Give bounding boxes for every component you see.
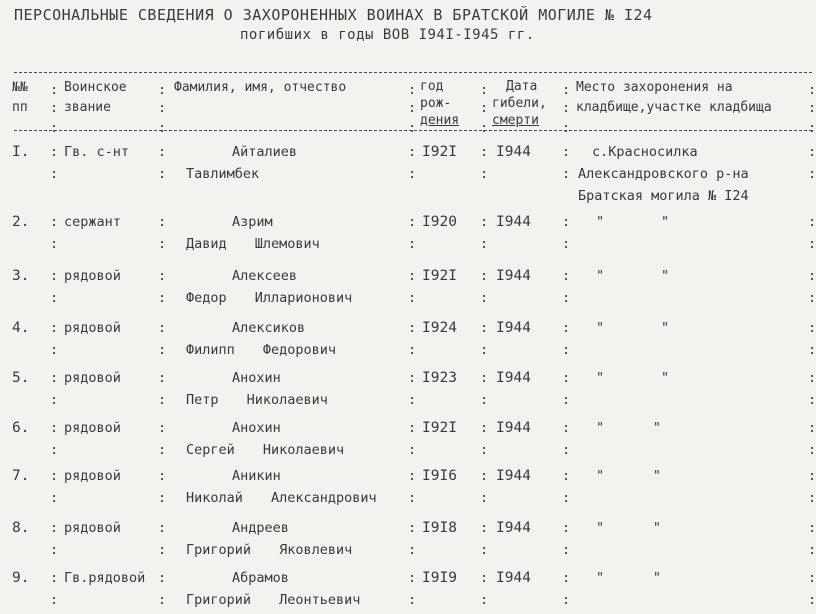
- column-separator: :: [808, 570, 816, 586]
- column-separator: :: [408, 100, 417, 116]
- column-separator: :: [562, 570, 571, 586]
- column-separator: :: [808, 468, 816, 484]
- column-separator: :: [808, 144, 816, 160]
- row-birth-year: I9I6: [422, 468, 457, 484]
- row-death-year: I944: [496, 268, 531, 284]
- column-separator: :: [808, 442, 816, 458]
- row-death-year: I944: [496, 468, 531, 484]
- row-birth-year: I923: [422, 370, 457, 386]
- row-surname: Абрамов: [232, 570, 289, 586]
- column-separator: :: [480, 570, 489, 586]
- column-separator: :: [158, 420, 167, 436]
- column-separator: :: [480, 520, 489, 536]
- row-number: 6.: [12, 420, 30, 436]
- column-separator: :: [808, 100, 816, 116]
- row-place-line3: Братская могила № I24: [578, 188, 749, 204]
- column-separator: :: [562, 120, 571, 136]
- column-separator: :: [50, 268, 59, 284]
- column-separator: :: [408, 144, 417, 160]
- column-separator: :: [50, 392, 59, 408]
- column-separator: :: [808, 520, 816, 536]
- column-separator: :: [480, 392, 489, 408]
- column-separator: :: [808, 542, 816, 558]
- column-separator: :: [808, 290, 816, 306]
- column-separator: :: [480, 120, 489, 136]
- column-separator: :: [50, 290, 59, 306]
- column-separator: :: [562, 214, 571, 230]
- column-separator: :: [480, 290, 489, 306]
- row-number: 5.: [12, 370, 30, 386]
- column-separator: :: [50, 82, 59, 98]
- column-separator: :: [158, 236, 167, 252]
- row-place-line1: с.Красносилка: [592, 144, 698, 160]
- column-separator: :: [408, 468, 417, 484]
- row-given-name: Петр Николаевич: [186, 392, 328, 408]
- row-place-ditto: " ": [596, 320, 670, 336]
- column-separator: :: [158, 520, 167, 536]
- column-separator: :: [50, 342, 59, 358]
- column-separator: :: [50, 468, 59, 484]
- row-given-name: Филипп Федорович: [186, 342, 337, 358]
- row-birth-year: I92I: [422, 268, 457, 284]
- column-separator: :: [480, 592, 489, 608]
- row-surname: Азрим: [232, 214, 273, 230]
- column-separator: :: [158, 392, 167, 408]
- row-rank: сержант: [64, 214, 121, 230]
- column-separator: :: [50, 520, 59, 536]
- column-separator: :: [480, 420, 489, 436]
- column-separator: :: [562, 144, 571, 160]
- column-separator: :: [158, 120, 167, 136]
- row-number: I.: [12, 144, 30, 160]
- column-separator: :: [808, 236, 816, 252]
- column-separator: :: [408, 542, 417, 558]
- column-separator: :: [562, 82, 571, 98]
- row-death-year: I944: [496, 320, 531, 336]
- row-rank: Гв.рядовой: [64, 570, 146, 586]
- column-separator: :: [408, 520, 417, 536]
- column-separator: :: [158, 490, 167, 506]
- column-separator: :: [562, 342, 571, 358]
- row-birth-year: I9I8: [422, 520, 457, 536]
- column-separator: :: [158, 82, 167, 98]
- row-birth-year: I92I: [422, 144, 457, 160]
- header-num: №№ пп: [12, 80, 28, 115]
- column-separator: :: [808, 166, 816, 182]
- column-separator: :: [50, 490, 59, 506]
- column-separator: :: [158, 268, 167, 284]
- row-rank: рядовой: [64, 468, 121, 484]
- row-rank: рядовой: [64, 268, 121, 284]
- column-separator: :: [50, 100, 59, 116]
- header-death: Дата гибели, смерти: [492, 79, 547, 128]
- header-rank: Воинское звание: [64, 80, 127, 115]
- row-rank: рядовой: [64, 420, 121, 436]
- column-separator: :: [50, 570, 59, 586]
- column-separator: :: [158, 166, 167, 182]
- row-place-ditto: " ": [596, 370, 670, 386]
- column-separator: :: [480, 442, 489, 458]
- column-separator: :: [562, 420, 571, 436]
- column-separator: :: [808, 268, 816, 284]
- row-birth-year: I9I9: [422, 570, 457, 586]
- column-separator: :: [158, 442, 167, 458]
- column-separator: :: [562, 236, 571, 252]
- document-subtitle: погибших в годы ВОВ I94I-I945 гг.: [240, 27, 535, 43]
- column-separator: :: [158, 144, 167, 160]
- row-death-year: I944: [496, 214, 531, 230]
- column-separator: :: [808, 420, 816, 436]
- column-separator: :: [158, 542, 167, 558]
- column-separator: :: [158, 100, 167, 116]
- column-separator: :: [562, 166, 571, 182]
- column-separator: :: [408, 268, 417, 284]
- column-separator: :: [408, 120, 417, 136]
- column-separator: :: [562, 442, 571, 458]
- column-separator: :: [808, 392, 816, 408]
- column-separator: :: [408, 570, 417, 586]
- column-separator: :: [480, 370, 489, 386]
- column-separator: :: [50, 214, 59, 230]
- column-separator: :: [480, 144, 489, 160]
- column-separator: :: [562, 468, 571, 484]
- row-death-year: I944: [496, 420, 531, 436]
- row-number: 4.: [12, 320, 30, 336]
- column-separator: :: [408, 214, 417, 230]
- row-birth-year: I920: [422, 214, 457, 230]
- column-separator: :: [808, 320, 816, 336]
- column-separator: :: [408, 290, 417, 306]
- column-separator: :: [50, 420, 59, 436]
- column-separator: :: [50, 442, 59, 458]
- column-separator: :: [158, 570, 167, 586]
- row-given-name: Николай Александрович: [186, 490, 377, 506]
- row-number: 7.: [12, 468, 30, 484]
- row-rank: Гв. с-нт: [64, 144, 130, 160]
- column-separator: :: [50, 320, 59, 336]
- column-separator: :: [480, 214, 489, 230]
- column-separator: :: [408, 342, 417, 358]
- column-separator: :: [562, 370, 571, 386]
- row-number: 3.: [12, 268, 30, 284]
- column-separator: :: [480, 100, 489, 116]
- row-death-year: I944: [496, 520, 531, 536]
- header-name: Фамилия, имя, отчество: [174, 80, 347, 95]
- column-separator: :: [50, 236, 59, 252]
- column-separator: :: [50, 592, 59, 608]
- row-number: 8.: [12, 520, 30, 536]
- column-separator: :: [808, 342, 816, 358]
- column-separator: :: [158, 592, 167, 608]
- column-separator: :: [50, 120, 59, 136]
- column-separator: :: [808, 214, 816, 230]
- column-separator: :: [808, 370, 816, 386]
- row-given-name: Сергей Николаевич: [186, 442, 345, 458]
- row-birth-year: I924: [422, 320, 457, 336]
- header-place: Место захоронения на кладбище,участке кладбища: [576, 80, 772, 115]
- column-separator: :: [158, 342, 167, 358]
- row-surname: Анохин: [232, 420, 281, 436]
- column-separator: :: [480, 166, 489, 182]
- row-surname: Алексеев: [232, 268, 298, 284]
- row-death-year: I944: [496, 370, 531, 386]
- column-separator: :: [50, 370, 59, 386]
- row-surname: Айталиев: [232, 144, 298, 160]
- column-separator: :: [808, 490, 816, 506]
- column-separator: :: [808, 592, 816, 608]
- column-separator: :: [158, 320, 167, 336]
- document-title: ПЕРСОНАЛЬНЫЕ СВЕДЕНИЯ О ЗАХОРОНЕННЫХ ВОИНАХ В БРАТСКОЙ МОГИЛЕ № I24: [14, 6, 653, 24]
- row-death-year: I944: [496, 570, 531, 586]
- column-separator: :: [562, 392, 571, 408]
- row-place-ditto: " ": [596, 570, 662, 586]
- row-place-line2: Александровского р-на: [578, 166, 749, 182]
- row-number: 9.: [12, 570, 30, 586]
- column-separator: :: [480, 268, 489, 284]
- column-separator: :: [480, 490, 489, 506]
- column-separator: :: [408, 370, 417, 386]
- row-given-name: Давид Шлемович: [186, 236, 320, 252]
- column-separator: :: [562, 100, 571, 116]
- column-separator: :: [158, 214, 167, 230]
- row-surname: Аникин: [232, 468, 281, 484]
- header-birth: год рож- дения: [420, 79, 460, 128]
- row-given-name: Федор Илларионович: [186, 290, 353, 306]
- column-separator: :: [562, 520, 571, 536]
- row-place-ditto: " ": [596, 468, 662, 484]
- row-rank: рядовой: [64, 320, 121, 336]
- column-separator: :: [408, 592, 417, 608]
- row-place-ditto: " ": [596, 268, 670, 284]
- column-separator: :: [50, 166, 59, 182]
- column-separator: :: [158, 468, 167, 484]
- column-separator: :: [158, 290, 167, 306]
- column-separator: :: [562, 320, 571, 336]
- column-separator: :: [480, 542, 489, 558]
- row-rank: рядовой: [64, 370, 121, 386]
- row-number: 2.: [12, 214, 30, 230]
- column-separator: :: [808, 82, 816, 98]
- row-place-ditto: " ": [596, 420, 662, 436]
- column-separator: :: [408, 420, 417, 436]
- column-separator: :: [408, 442, 417, 458]
- column-separator: :: [562, 592, 571, 608]
- column-separator: :: [50, 144, 59, 160]
- column-separator: :: [408, 320, 417, 336]
- column-separator: :: [50, 542, 59, 558]
- column-separator: :: [562, 542, 571, 558]
- column-separator: :: [480, 468, 489, 484]
- row-place-ditto: " ": [596, 214, 670, 230]
- column-separator: :: [480, 82, 489, 98]
- column-separator: :: [408, 392, 417, 408]
- column-separator: :: [808, 120, 816, 136]
- row-surname: Анохин: [232, 370, 281, 386]
- row-rank: рядовой: [64, 520, 121, 536]
- column-separator: :: [158, 370, 167, 386]
- row-surname: Алексиков: [232, 320, 306, 336]
- column-separator: :: [562, 268, 571, 284]
- row-given-name: Григорий Яковлевич: [186, 542, 353, 558]
- column-separator: :: [562, 490, 571, 506]
- table-top-rule: [14, 72, 812, 73]
- column-separator: :: [562, 290, 571, 306]
- row-place-ditto: " ": [596, 520, 662, 536]
- row-given-name: Тавлимбек: [186, 166, 260, 182]
- column-separator: :: [408, 166, 417, 182]
- column-separator: :: [408, 82, 417, 98]
- row-given-name: Григорий Леонтьевич: [186, 592, 361, 608]
- column-separator: :: [408, 490, 417, 506]
- column-separator: :: [480, 320, 489, 336]
- row-death-year: I944: [496, 144, 531, 160]
- column-separator: :: [408, 236, 417, 252]
- column-separator: :: [480, 236, 489, 252]
- column-separator: :: [480, 342, 489, 358]
- row-surname: Андреев: [232, 520, 289, 536]
- row-birth-year: I92I: [422, 420, 457, 436]
